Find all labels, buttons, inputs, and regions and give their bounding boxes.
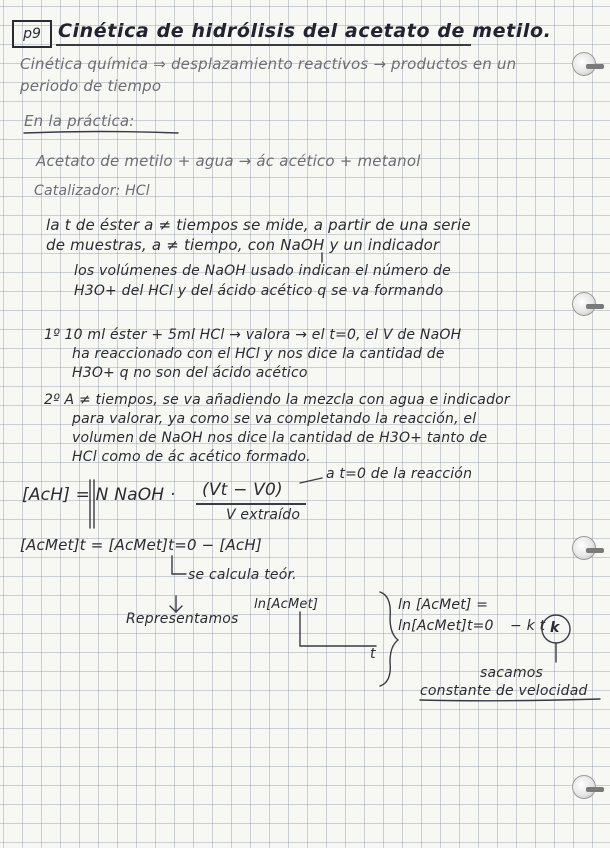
hook-arrow	[172, 556, 186, 574]
note-line: los volúmenes de NaOH usado indican el número de	[74, 263, 451, 279]
step-2-line: 2º A ≠ tiempos, se va añadiendo la mezcla con agua e indicador	[44, 392, 510, 408]
catalyst-line: Catalizador: HCl	[34, 183, 150, 199]
step-2-line: volumen de NaOH nos dice la cantidad de H3O+ tanto de	[72, 430, 488, 446]
note-line: periodo de tiempo	[20, 77, 162, 95]
pointer-arrow	[300, 478, 322, 483]
step-2-line: HCl como de ác acético formado.	[72, 449, 311, 465]
curly-brace	[380, 592, 398, 686]
circle-mark	[542, 615, 570, 643]
equation-annotation: se calcula teór.	[188, 567, 297, 583]
log-equation-bottom: ln[AcMet]t=0	[398, 618, 494, 634]
page-title: Cinética de hidrólisis del acetato de metilo.	[58, 20, 552, 42]
step-1-line: 1º 10 ml éster + 5ml HCl → valora → el t=0, el V de NaOH	[44, 327, 462, 343]
step-2-line: para valorar, ya como se va completando la reacción, el	[72, 411, 477, 427]
equation-fraction-numerator: (Vt − V0)	[202, 480, 283, 500]
note-line: la t de éster a ≠ tiempos se mide, a partir de una serie	[46, 216, 471, 234]
graph-axes	[300, 612, 376, 646]
note-line: Cinética química ⇒ desplazamiento reactivos → productos en un	[20, 55, 517, 73]
step-1-line: ha reaccionado con el HCl y nos dice la cantidad de	[72, 346, 445, 362]
heading-underline	[24, 132, 178, 134]
equation-ester-concentration: [AcMet]t = [AcMet]t=0 − [AcH]	[20, 536, 262, 554]
note-line: de muestras, a ≠ tiempo, con NaOH y un indicador	[46, 236, 440, 254]
log-equation-top: ln [AcMet] =	[398, 597, 489, 613]
equation-acid-concentration: [AcH] = N NaOH ·	[22, 485, 176, 505]
equation-fraction-denominator: V extraído	[226, 507, 301, 523]
equation-annotation: a t=0 de la reacción	[326, 466, 473, 482]
reaction-equation: Acetato de metilo + agua → ác acético + metanol	[36, 152, 421, 170]
log-equation-tail: − k t	[510, 618, 546, 634]
footer-note: sacamos	[480, 665, 544, 681]
note-line: H3O+ del HCl y del ácido acético q se va formando	[74, 283, 444, 299]
graph-y-label: ln[AcMet]	[254, 597, 319, 612]
section-heading: En la práctica:	[24, 112, 135, 130]
graph-x-label: t	[370, 646, 376, 662]
page-tag: p9	[12, 20, 52, 48]
represent-label: Representamos	[126, 611, 239, 627]
rate-constant-circled: k	[550, 620, 560, 636]
step-1-line: H3O+ q no son del ácido acético	[72, 365, 308, 381]
footer-note: constante de velocidad	[420, 683, 588, 699]
footer-underline	[420, 699, 600, 701]
